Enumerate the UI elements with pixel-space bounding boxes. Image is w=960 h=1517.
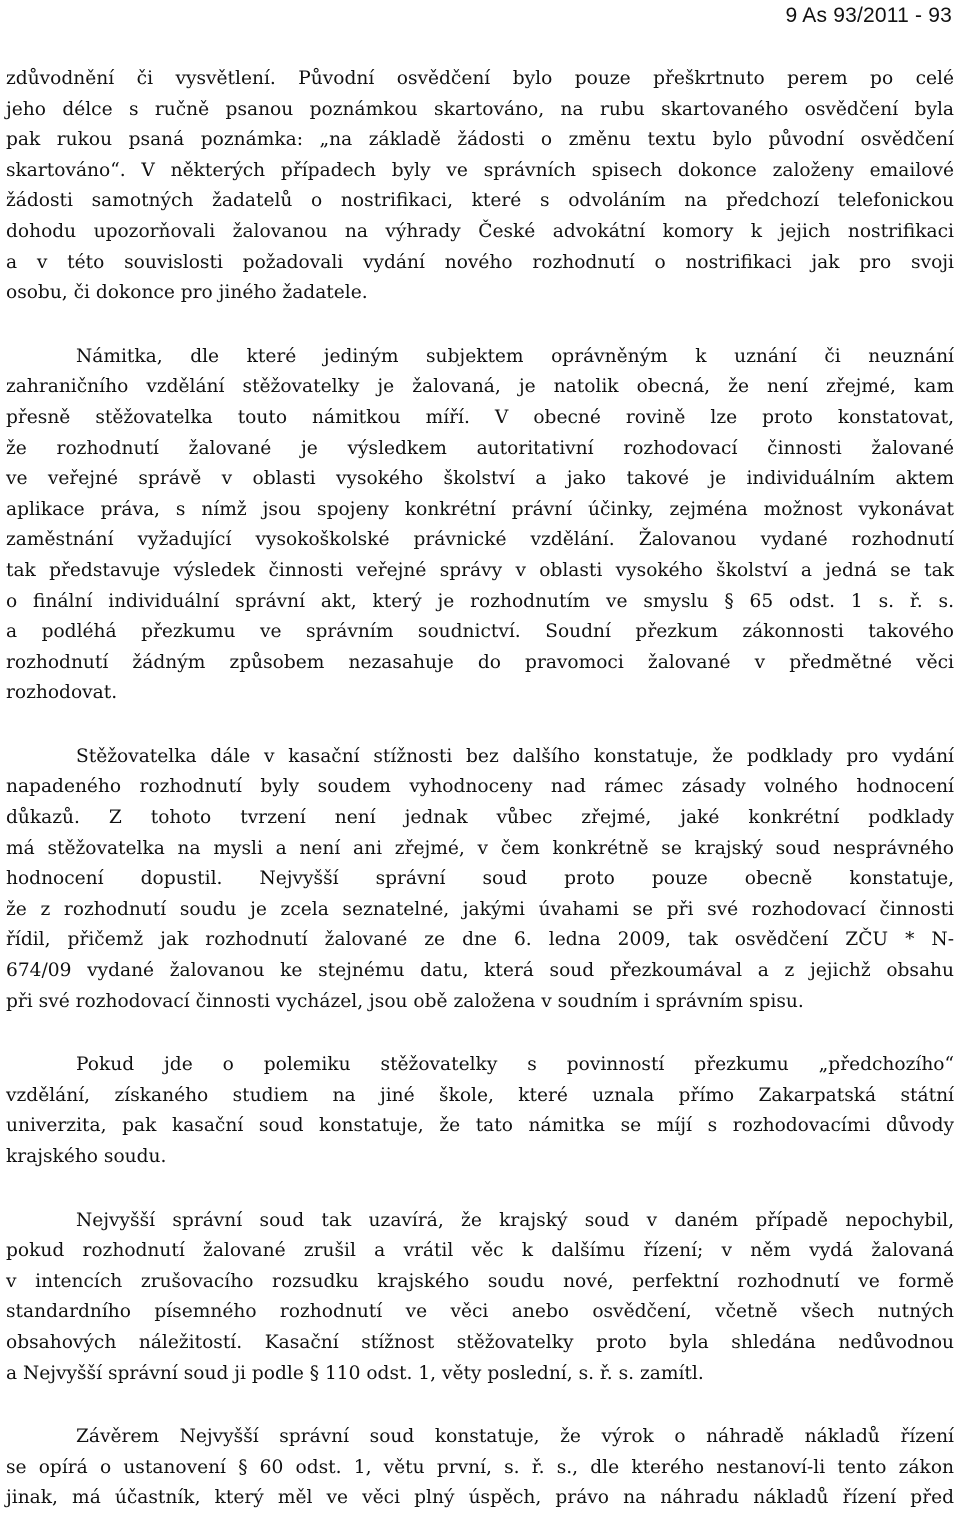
text-line: jinak, má účastník, který měl ve věci plný úspěch, právo na náhradu nákladů řízení před	[6, 1487, 954, 1509]
case-number-header: 9 As 93/2011 - 93	[785, 4, 952, 27]
document-body	[6, 64, 954, 1514]
text-line: zaměstnání vyžadující vysokoškolské právnické vzdělání. Žalovanou vydané rozhodnutí	[6, 529, 954, 551]
text-line: důkazů. Z tohoto tvrzení není jednak vůbec zřejmé, jaké konkrétní podklady	[6, 807, 954, 829]
paragraph-5	[6, 1206, 954, 1390]
text-line: tak představuje výsledek činnosti veřejné správy v oblasti vysokého školství a jedná se tak	[6, 559, 954, 581]
text-line: obsahových náležitostí. Kasační stížnost stěžovatelky proto byla shledána nedůvodnou	[6, 1331, 954, 1353]
text-line: se opírá o ustanovení § 60 odst. 1, větu první, s. ř. s., dle kterého nestanoví-li tento zákon	[6, 1456, 954, 1478]
paragraph-1	[6, 64, 954, 309]
paragraph-4	[6, 1050, 954, 1172]
text-line: osobu, či dokonce pro jiného žadatele.	[6, 282, 368, 304]
text-line: 674/09 vydané žalovanou ke stejnému datu, která soud přezkoumával a z jejichž obsahu	[6, 960, 954, 982]
text-line: aplikace práva, s nímž jsou spojeny konkrétní právní účinky, zejména možnost vykonávat	[6, 498, 954, 520]
text-line: jeho délce s ručně psanou poznámkou skartováno, na rubu skartovaného osvědčení byla	[6, 98, 954, 120]
text-line: má stěžovatelka na mysli a není ani zřejmé, v čem konkrétně se krajský soud nesprávného	[6, 837, 954, 859]
text-line: krajského soudu.	[6, 1146, 167, 1167]
paragraph-3	[6, 742, 954, 1017]
text-line: řídil, přičemž jak rozhodnutí žalované ze dne 6. ledna 2009, tak osvědčení ZČU * N-	[6, 929, 954, 951]
text-line: pokud rozhodnutí žalované zrušil a vrátil věc k dalšímu řízení; v něm vydá žalovaná	[6, 1240, 954, 1262]
text-line: Pokud jde o polemiku stěžovatelky s povinností přezkumu „předchozího“	[76, 1054, 954, 1076]
text-line: dohodu upozorňovali žalovanou na výhrady České advokátní komory k jejich nostrifikaci	[6, 220, 954, 242]
text-line: zdůvodnění či vysvětlení. Původní osvědčení bylo pouze přeškrtnuto perem po celé	[6, 68, 954, 89]
text-line: a Nejvyšší správní soud ji podle § 110 odst. 1, věty poslední, s. ř. s. zamítl.	[6, 1362, 704, 1384]
text-line: standardního písemného rozhodnutí ve věci anebo osvědčení, včetně všech nutných	[6, 1301, 954, 1323]
text-line: Námitka, dle které jediným subjektem oprávněným k uznání či neuznání	[76, 345, 954, 367]
text-line: a v této souvislosti požadovali vydání nového rozhodnutí o nostrifikaci jak pro svoji	[6, 251, 954, 273]
text-line: že rozhodnutí žalované je výsledkem autoritativní rozhodovací činnosti žalované	[6, 437, 954, 459]
text-line: univerzita, pak kasační soud konstatuje, že tato námitka se míjí s rozhodovacími důvody	[6, 1115, 954, 1137]
text-line: a podléhá přezkumu ve správním soudnictví. Soudní přezkum zákonnosti takového	[6, 621, 954, 643]
text-line: rozhodnutí žádným způsobem nezasahuje do pravomoci žalované v předmětné věci	[6, 651, 954, 673]
text-line: ve veřejné správě v oblasti vysokého školství a jako takové je individuálním aktem	[6, 468, 954, 490]
text-line: v intencích zrušovacího rozsudku krajského soudu nové, perfektní rozhodnutí ve formě	[6, 1270, 954, 1292]
text-line: rozhodovat.	[6, 682, 118, 704]
text-line: zahraničního vzdělání stěžovatelky je žalovaná, je natolik obecná, že není zřejmé, kam	[6, 376, 954, 398]
text-line: žádosti samotných žadatelů o nostrifikaci, které s odvoláním na předchozí telefonickou	[6, 190, 954, 212]
text-line: o finální individuální správní akt, který je rozhodnutím ve smyslu § 65 odst. 1 s. ř. s.	[6, 590, 954, 612]
text-line: že z rozhodnutí soudu je zcela seznatelné, jakými úvahami se při své rozhodovací činnosti	[6, 898, 954, 920]
text-line: při své rozhodovací činnosti vycházel, jsou obě založena v soudním i správním spisu.	[6, 990, 804, 1012]
text-line: napadeného rozhodnutí byly soudem vyhodnoceny nad rámec zásady volného hodnocení	[6, 776, 954, 798]
text-line: přesně stěžovatelka touto námitkou míří. V obecné rovině lze proto konstatovat,	[6, 406, 954, 428]
paragraph-6	[6, 1422, 954, 1514]
text-line: vzdělání, získaného studiem na jiné škole, které uznala přímo Zakarpatská státní	[6, 1084, 954, 1106]
text-line: skartováno“. V některých případech byly ve správních spisech dokonce založeny emailové	[6, 159, 954, 181]
text-line: Stěžovatelka dále v kasační stížnosti bez dalšího konstatuje, že podklady pro vydání	[76, 745, 954, 767]
text-line: Nejvyšší správní soud tak uzavírá, že krajský soud v daném případě nepochybil,	[76, 1209, 954, 1231]
paragraph-2	[6, 342, 954, 709]
text-line: pak rukou psaná poznámka: „na základě žádosti o změnu textu bylo původní osvědčení	[6, 129, 954, 151]
text-line: hodnocení dopustil. Nejvyšší správní soud proto pouze obecně konstatuje,	[6, 868, 954, 890]
text-line: Závěrem Nejvyšší správní soud konstatuje, že výrok o náhradě nákladů řízení	[76, 1426, 954, 1448]
